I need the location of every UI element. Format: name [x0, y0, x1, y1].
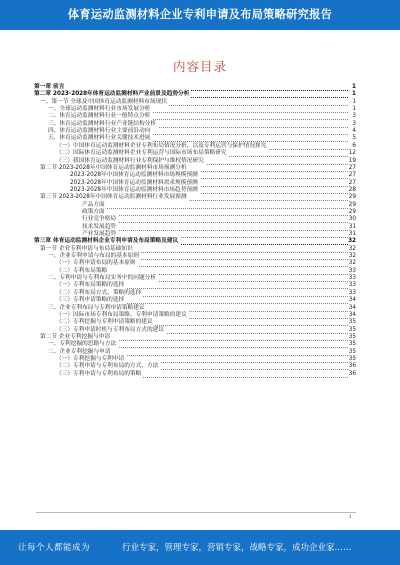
- toc-entry-page: 36: [348, 363, 356, 370]
- toc-entry-page: 35: [348, 341, 356, 348]
- toc-entry-page: 30: [348, 216, 356, 223]
- toc-entry-page: 1: [352, 98, 356, 105]
- toc-entry-label: 2023-2028年中国体育运动监测材料需求规模预测: [70, 179, 198, 186]
- toc-entry-label: 第一节 企业专利申请与布局基础知识: [40, 245, 133, 252]
- bottom-divider: [36, 512, 356, 513]
- toc-entry-label: 三、体育运动监测材料行业产业链结构分析: [48, 120, 157, 127]
- toc-entry-page: 33: [348, 267, 356, 274]
- toc-entry-label: 产业发展趋势: [82, 231, 117, 237]
- footer-bar: [0, 530, 400, 565]
- toc-entry-label: 政策方面: [82, 208, 105, 215]
- report-title: 体育运动监测材料企业专利申请及布局策略研究报告: [67, 8, 333, 21]
- toc-entry-label: 2023-2028年中国体育运动监测材料市场趋势预测: [70, 186, 198, 193]
- toc-entry-label: 第三章 体育运动监测材料企业专利申请及布局策略及建议: [34, 238, 179, 245]
- toc-entry-page: 1: [352, 84, 356, 90]
- toc-entry-page: 33: [348, 282, 356, 289]
- toc-entry-page: 29: [348, 208, 356, 215]
- toc-entry-label: 第二章 2023-2028年体育运动监测材料产业前景及趋势分析: [34, 91, 190, 98]
- toc-entry-label: 2023-2028年中国体育运动监测材料市场规模预测: [70, 172, 198, 179]
- toc-entry-label: （二）专利申请与专利布局的方式、方法: [56, 363, 159, 370]
- toc-entry-label: （一）专利布局策略的选择: [56, 282, 125, 289]
- toc-entry-page: 35: [348, 319, 356, 326]
- toc-leader-dots: [82, 229, 348, 231]
- toc-entry-page: 12: [348, 150, 356, 157]
- toc-entry-page: 31: [348, 231, 356, 237]
- toc-entry-page: 27: [348, 172, 356, 179]
- toc-entry-label: 二、体育运动监测材料行业一般特点分析: [48, 113, 151, 120]
- toc-entry-label: （三）专利申请与专利布局的策略: [56, 370, 142, 377]
- toc-entry-page: 1: [352, 91, 356, 98]
- toc-entry-page: 28: [348, 186, 356, 193]
- footer-slogan: 让每个人都能成为: [18, 543, 91, 553]
- toc-entry-page: 6: [352, 142, 356, 149]
- toc-entry-page: 3: [352, 113, 356, 120]
- toc-entry-label: 二、专利申请与专利布局实务中的问题分析: [48, 275, 157, 282]
- toc-entry-label: （三）专利申请时机与专利布局方式的建议: [56, 326, 165, 333]
- toc-entry-page: 19: [348, 157, 356, 164]
- toc-entry-page: 35: [348, 326, 356, 333]
- toc-leader-dots: [82, 221, 348, 223]
- toc-entry-label: （二）专利布局方式、策略的选择: [56, 289, 142, 296]
- toc-entry-page: 29: [348, 201, 356, 208]
- toc-entry-label: 五、体育运动监测材料行业关键技术进展: [48, 135, 151, 142]
- toc-entry-page: 35: [348, 333, 356, 340]
- toc-entry-label: （一）专利申请布局的基本原则: [56, 260, 136, 267]
- toc-entry-label: 一、第一节 全球及中国体育运动监测材料市场现状: [40, 98, 167, 105]
- toc-entry-label: 第二节 企业专利挖掘与申请: [40, 333, 111, 340]
- toc-entry-label: 一、全球运动监测材料行业市场发展分析: [48, 106, 151, 113]
- toc-entry-page: 32: [348, 245, 356, 252]
- toc-entry-page: 5: [352, 135, 356, 142]
- toc-entry-label: 技术发展趋势: [82, 223, 117, 230]
- toc-entry-label: （一）国际市场专利布局策略、专利申请策略的建议: [56, 311, 187, 318]
- footer-tagline: 行业专家，管理专家，营销专家，战略专家，成功企业家……: [122, 543, 352, 553]
- page-number: 1: [349, 514, 352, 519]
- toc-entry-page: 36: [348, 370, 356, 377]
- toc-entry-label: 第一章 前言: [34, 84, 65, 90]
- toc-entry-label: 行业竞争格局: [82, 216, 117, 223]
- toc-entry-page: 4: [352, 128, 356, 135]
- toc-entry-label: 第二节 2023-2028年中国体育运动监测材料市场预测分析: [40, 164, 187, 171]
- toc-leader-dots: [82, 207, 348, 209]
- toc-title: 内容目录: [172, 59, 227, 74]
- toc-entry-label: （三）我国体育运动监测材料行业专利保护与维权情况研究: [56, 157, 204, 164]
- toc-entry-label: （二）专利挖掘与专利申请策略的建议: [56, 319, 153, 326]
- toc-entry-page: 27: [348, 164, 356, 171]
- toc-entry-page: 31: [348, 223, 356, 230]
- toc-entry-page: 33: [348, 289, 356, 296]
- toc-entry-page: 27: [348, 179, 356, 186]
- toc-entry-label: 四、体育运动监测材料行业主要前沿动向: [48, 128, 151, 135]
- toc-entry-label: 一、专利挖掘的思路与方法: [48, 341, 117, 348]
- toc-entry-page: 1: [352, 106, 356, 113]
- toc-entry-label: 二、企业专利挖掘与申请: [48, 348, 111, 355]
- toc-leader-dots: [82, 214, 348, 216]
- toc-entry-page: 32: [348, 238, 356, 245]
- toc-entry-label: 产品方面: [82, 201, 105, 208]
- toc-entry-page: 29: [348, 194, 356, 201]
- toc-entry-page: 34: [348, 304, 356, 311]
- toc-entry-label: 三、企业专利布局与专利申请策略建议: [48, 304, 145, 311]
- toc-entry-label: 第三节 2023-2028年中国体育运动监测材料行业发展预测: [40, 194, 187, 201]
- toc-entry-page: 34: [348, 311, 356, 318]
- toc-entry-label: 一、企业专利申请与布局的基本原则: [48, 253, 139, 260]
- toc-entry[interactable]: [0, 370, 400, 379]
- toc-entry-page: 35: [348, 355, 356, 362]
- toc-entry-page: 34: [348, 297, 356, 304]
- toc-entry[interactable]: [0, 193, 400, 202]
- toc-entry-page: 32: [348, 260, 356, 267]
- toc-entry-label: （一）中国体育运动监测材料企业专利布局情况分析，以及专利运营与保护情况探究: [56, 142, 267, 149]
- toc-entry-page: 35: [348, 348, 356, 355]
- toc-entry-label: （三）专利申请策略的选择: [56, 297, 125, 304]
- toc-entry-label: （二）国际体育运动监测材料企业专利运营与国际市场布局策略研究: [56, 150, 227, 157]
- toc-entry-label: （一）专利挖掘与专利申请: [56, 355, 125, 362]
- toc-entry-page: 33: [348, 275, 356, 282]
- toc-entry-page: 3: [352, 120, 356, 127]
- toc-entry-page: 32: [348, 253, 356, 260]
- toc-entry-label: （二）专利布局策略: [56, 267, 108, 274]
